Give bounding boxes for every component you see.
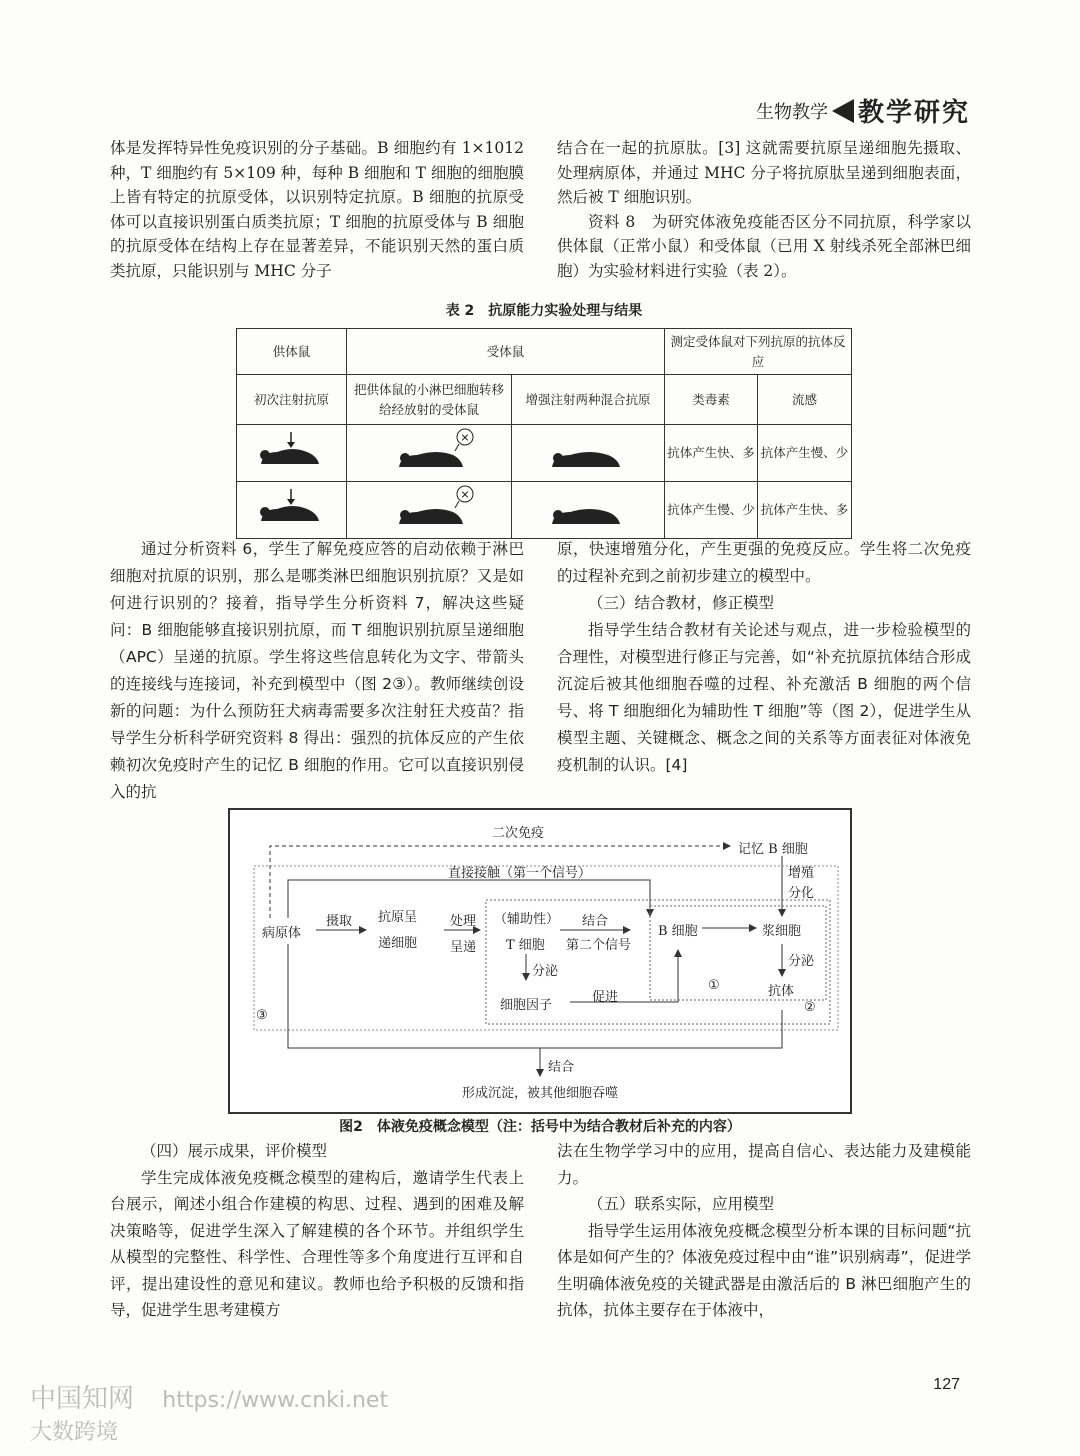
table-header-recipient: 受体鼠 [347,329,665,375]
node-antibody: 抗体 [768,984,795,999]
table-2 [236,328,852,539]
subheading: （三）结合教材，修正模型 [588,594,775,612]
label-uptake: 摄取 [326,914,353,929]
paragraph: 原，快速增殖分化，产生更强的免疫反应。学生将二次免疫的过程补充到之前初步建立的模型中。 [557,540,971,585]
paragraph: 结合在一起的抗原肽。[3] 这就需要抗原呈递细胞先摄取、处理病原体，并通过 MHC 分子将抗原肽呈递到细胞表面，然后被 T 细胞识别。 [557,139,971,206]
node-apc-line1: 抗原呈 [378,910,418,925]
table-header-measure: 测定受体鼠对下列抗原的抗体反应 [665,329,852,375]
label-bind: 结合 [582,914,609,929]
label-circle-3: ③ [256,1008,268,1023]
x-mark: × [460,488,470,501]
label-circle-2: ② [804,1000,816,1015]
label-direct-contact: 直接接触（第一个信号） [448,866,592,881]
x-mark: × [460,431,470,444]
mouse-irradiated-icon [369,427,489,473]
table-caption: 表 2 抗原能力实验处理与结果 [445,303,643,319]
paragraph: 指导学生结合教材有关论述与观点，进一步检验模型的合理性，对模型进行修正与完善，如“补充抗原抗体结合形成沉淀后被其他细胞吞噬的过程、补充激活 B 细胞的两个信号、将 T 细胞细化为辅助性 T 细胞”等（图 2），促进学生从模型主题、关键概念、概念之间的关系等方面表征对体液免疫机制的认识。[4] [557,621,971,774]
node-apc-line2: 递细胞 [378,936,418,951]
node-precipitation: 形成沉淀，被其他细胞吞噬 [462,1086,619,1101]
node-b-cell: B 细胞 [658,924,698,939]
label-secrete: 分泌 [788,954,815,969]
paragraph: 体是发挥特异性免疫识别的分子基础。B 细胞约有 1×1012 种，T 细胞约有 5×109 种，每种 B 细胞和 T 细胞的细胞膜上皆有特定的抗原受体，以识别特定抗原。B 细胞的抗原受体可以直接识别蛋白质类抗原；T 细胞的抗原受体与 B 细胞的抗原受体在结构上存在显著差异，不能识别天然的蛋白质类抗原，只能识别与 MHC 分子 [110,139,524,280]
table-cell: 抗体产生慢、少 [665,482,758,539]
footer-watermark [30,1378,388,1446]
node-cytokine: 细胞因子 [500,998,553,1013]
mouse-irradiated-icon [369,484,489,530]
mouse-icon [528,427,648,473]
table-cell-image [237,482,347,539]
right-column-top [557,136,971,283]
paragraph: 通过分析资料 6，学生了解免疫应答的启动依赖于淋巴细胞对抗原的识别，那么是哪类淋巴细胞识别抗原？又是如何进行识别的？接着，指导学生分析资料 7，解决这些疑问：B 细胞能够直接识别抗原，而 T 细胞识别抗原呈递细胞（APC）呈递的抗原。学生将这些信息转化为文字、带箭头的连接线与连接词，补充到模型中（图 2③）。教师继续创设新的问题：为什么预防狂犬病毒需要多次注射狂犬疫苗？指导学生分析科学研究资料 8 得出：强烈的抗体反应的产生依赖初次免疫时产生的记忆 B 细胞的作用。它可以直接识别侵入的抗 [110,540,524,801]
site-name: 中国知网 [30,1384,135,1414]
node-plasma-cell: 浆细胞 [762,924,802,939]
table-cell: 流感 [758,375,852,425]
paragraph: 学生完成体液免疫概念模型的建构后，邀请学生代表上台展示，阐述小组合作建模的构思、过程、遇到的困难及解决策略等，促进学生深入了解建模的各个环节。并组织学生从模型的完整性、科学性、合理性等多个角度进行互评和自评，提出建设性的意见和建议。教师也给予积极的反馈和指导，促进学生思考建模方 [110,1168,524,1319]
label-process: 处理 [450,914,477,929]
label-differentiate: 分化 [788,886,815,901]
mouse-injected-icon [247,428,337,472]
paragraph: 指导学生运用体液免疫概念模型分析本课的目标问题“抗体是如何产生的？体液免疫过程中由“谁”识别病毒”，促进学生明确体液免疫的关键武器是由激活后的 B 淋巴细胞产生的抗体，抗体主要存在于体液中， [557,1221,971,1319]
label-present: 呈递 [450,940,477,955]
paragraph: 资料 8 为研究体液免疫能否区分不同抗原，科学家以供体鼠（正常小鼠）和受体鼠（已用 X 射线杀死全部淋巴细胞）为实验材料进行实验（表 2）。 [557,212,971,280]
label-promote: 促进 [592,990,619,1005]
subheading: （四）展示成果，评价模型 [141,1142,328,1160]
figure-caption: 图2 体液免疫概念模型（注：括号中为结合教材后补充的内容） [339,1119,741,1135]
header-arrow-icon [832,99,854,123]
label-circle-1: ① [708,978,720,993]
table-cell: 抗体产生快、多 [665,425,758,482]
table-cell: 把供体鼠的小淋巴细胞转移给经放射的受体鼠 [347,375,512,425]
section-title: 教学研究 [857,98,970,128]
left-column-bottom [110,1138,524,1324]
label-proliferate: 增殖 [788,866,815,881]
subheading: （五）联系实际，应用模型 [588,1195,775,1213]
humoral-immunity-diagram [228,808,852,1114]
table-cell: 抗体产生快、多 [758,482,852,539]
node-pathogen: 病原体 [262,926,302,941]
table-cell-image [237,425,347,482]
journal-name: 生物教学 [755,101,828,123]
right-column-mid [557,536,971,779]
left-column-mid [110,536,524,806]
table-header-donor: 供体鼠 [237,329,347,375]
table-cell: 增强注射两种混合抗原 [512,375,665,425]
journal-header [756,92,970,129]
table-cell: 初次注射抗原 [237,375,347,425]
mouse-injected-icon [247,485,337,529]
node-helper: （辅助性） [494,912,560,927]
label-bind-2: 结合 [548,1060,575,1075]
table-cell-image [512,482,665,539]
table-cell-image [347,482,512,539]
mouse-icon [528,484,648,530]
page-number: 127 [933,1376,960,1393]
watermark-text: 大数跨境 [30,1420,119,1445]
table-cell: 类毒素 [665,375,758,425]
site-url[interactable]: https://www.cnki.net [162,1388,389,1413]
table-cell-image [512,425,665,482]
right-column-bottom [557,1138,971,1324]
label-secrete: 分泌 [532,964,559,979]
node-t-cell: T 细胞 [506,938,545,953]
label-memory-b: 记忆 B 细胞 [738,842,808,857]
table-cell-image [347,425,512,482]
table-cell: 抗体产生慢、少 [758,425,852,482]
left-column-top [110,136,524,283]
label-secondary-immunity: 二次免疫 [492,826,545,841]
paragraph: 法在生物学学习中的应用，提高自信心、表达能力及建模能力。 [557,1142,971,1187]
label-second-signal: 第二个信号 [566,938,632,953]
